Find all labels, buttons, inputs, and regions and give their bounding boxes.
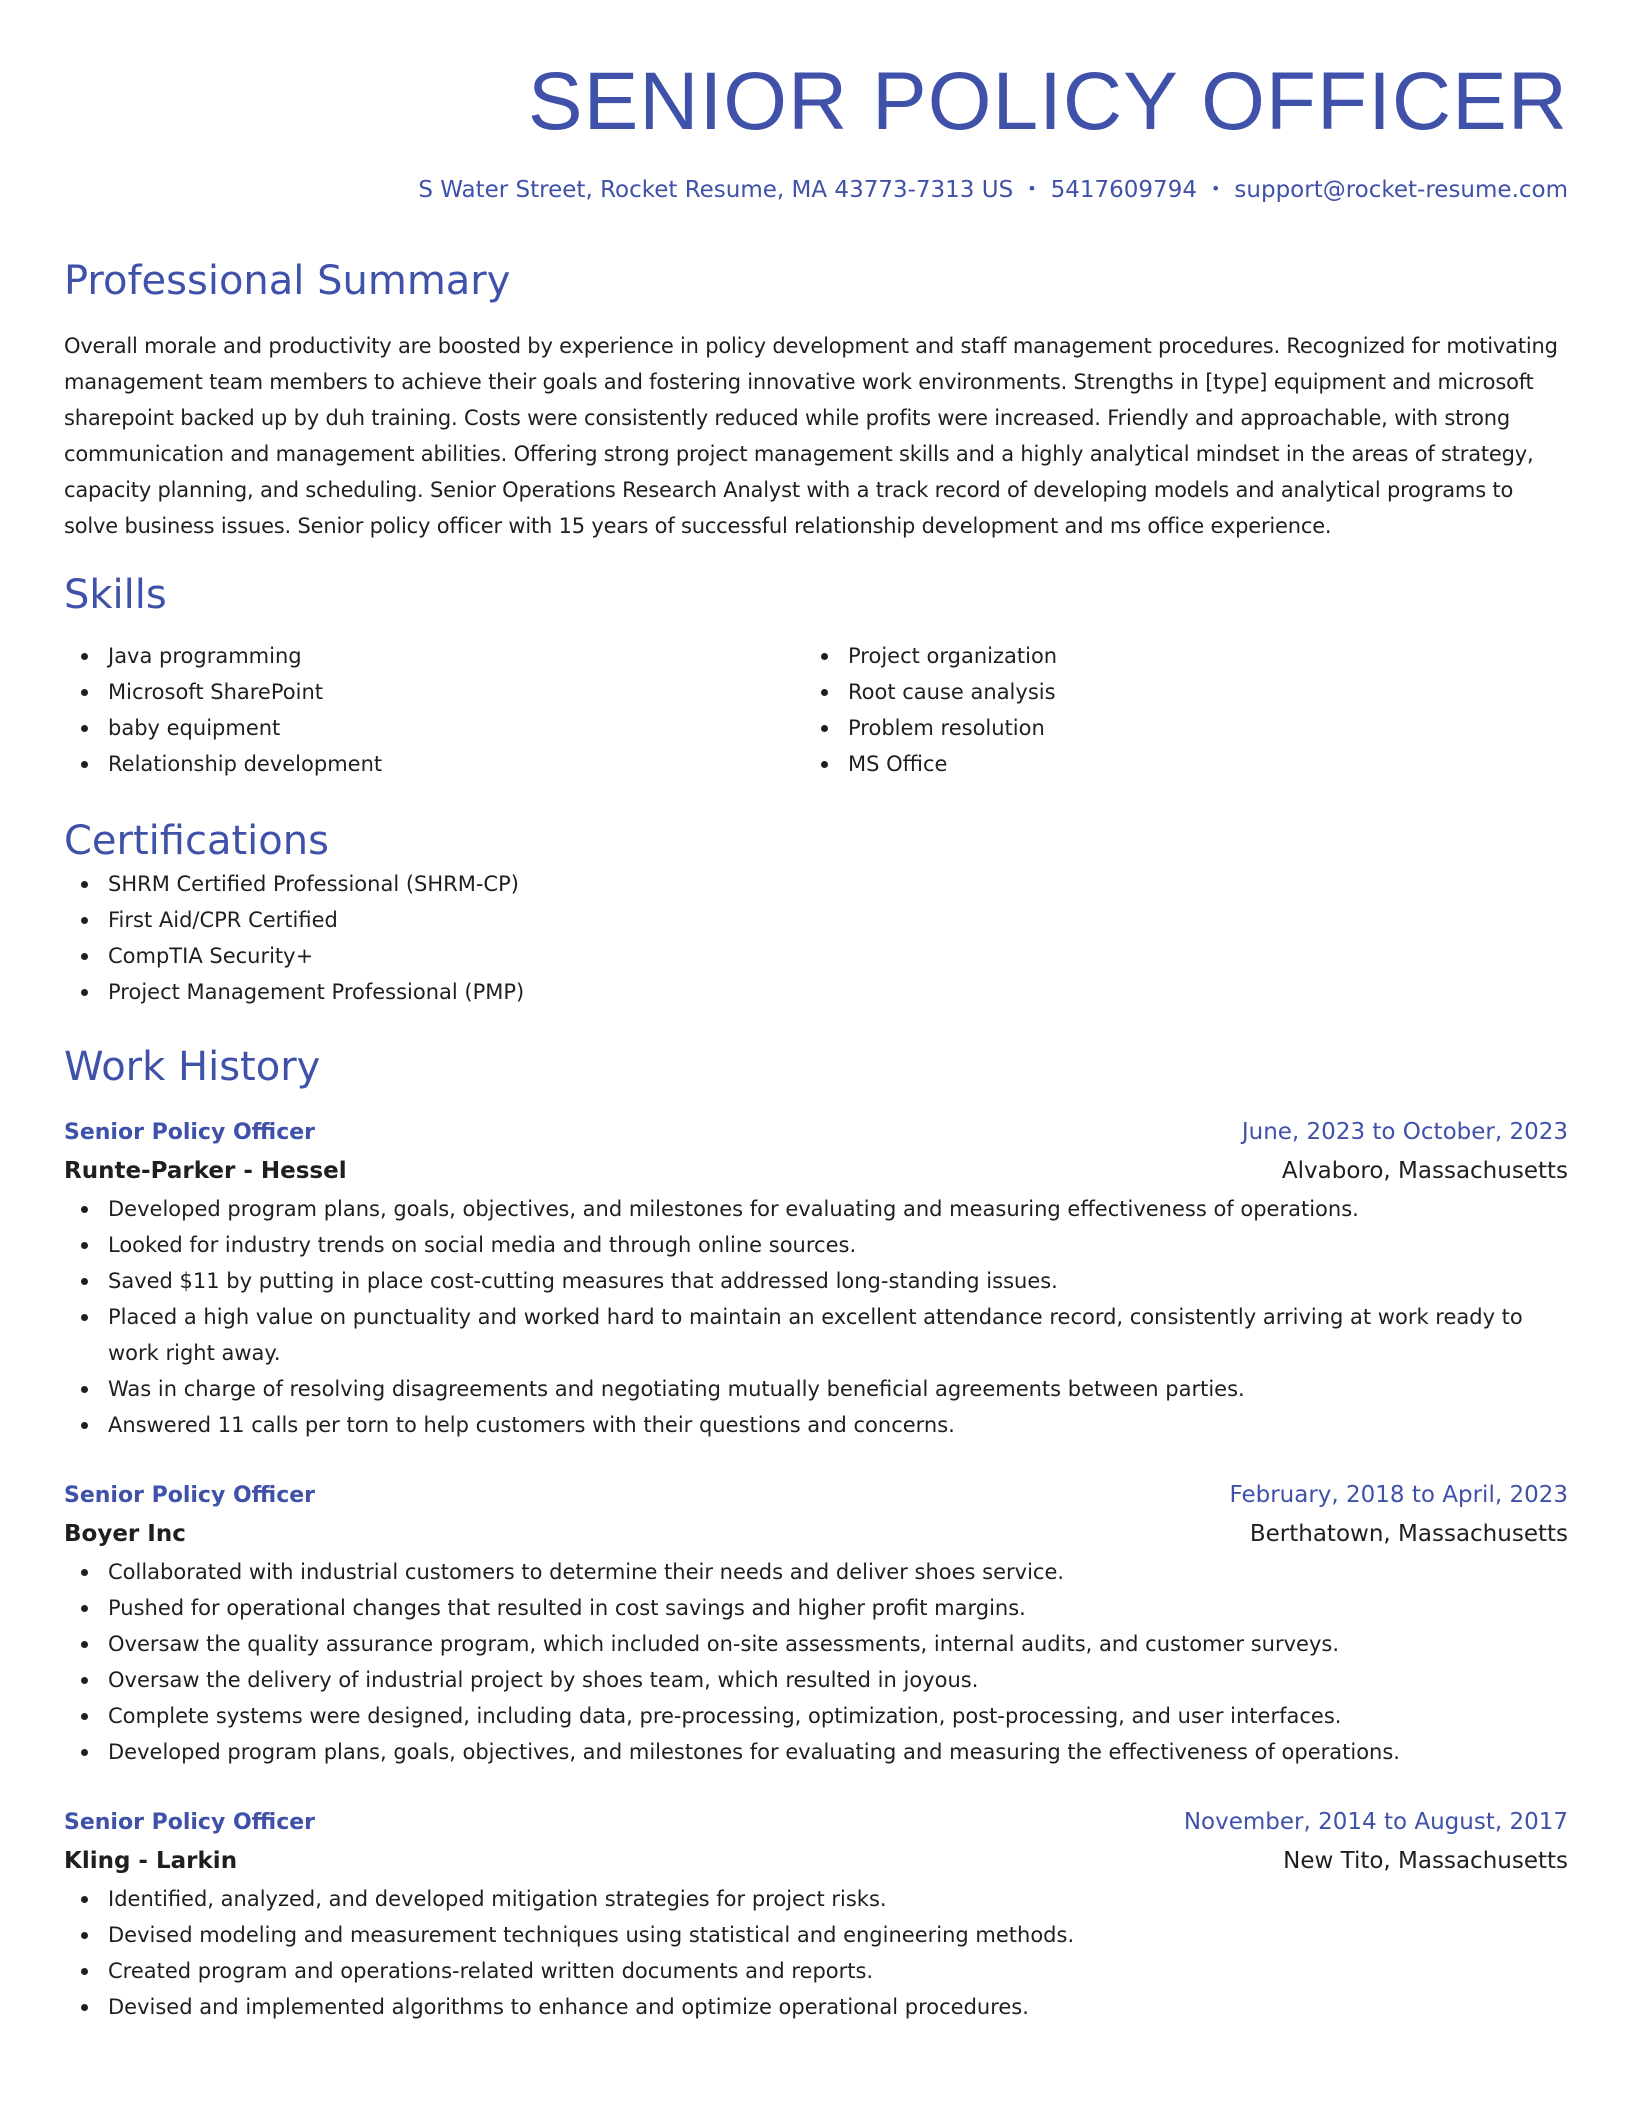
work-history-section	[64, 1042, 1568, 2025]
certification-item: Project Management Professional (PMP)	[64, 974, 1568, 1010]
skills-section	[64, 570, 1568, 782]
contact-line	[64, 174, 1568, 208]
summary-heading: Professional Summary	[64, 258, 511, 304]
job-entry	[64, 1804, 1568, 2025]
job-title: Senior Policy Officer	[64, 1810, 316, 1835]
summary-text: Overall morale and productivity are boosted by experience in policy development and staff management procedures. Recognized for motivating management team members to achieve their goals and fostering innovative work environments. Strengths in [type] equipment and microsoft sharepoint backed up by duh training. Costs were consistently reduced while profits were increased. Friendly and approachable, with strong communication and management abilities. Offering strong project management skills and a highly analytical mindset in the areas of strategy, capacity planning, and scheduling. Senior Operations Research Analyst with a track record of developing models and analytical programs to solve business issues. Senior policy officer with 15 years of successful relationship development and ms office experience.	[64, 334, 1558, 538]
job-duty: Placed a high value on punctuality and worked hard to maintain an excellent attendance record, consistently arriving at work ready to work right away.	[64, 1299, 1568, 1371]
job-duty: Identified, analyzed, and developed mitigation strategies for project risks.	[64, 1881, 1568, 1917]
work-history-heading: Work History	[64, 1044, 321, 1090]
skills-column-left	[64, 638, 804, 782]
job-entry	[64, 1477, 1568, 1770]
skill-item: Java programming	[64, 638, 804, 674]
skills-grid	[64, 638, 1568, 782]
job-location: Berthatown, Massachusetts	[1249, 1521, 1568, 1547]
contact-phone: 5417609794	[1050, 177, 1197, 203]
job-dates: November, 2014 to August, 2017	[1183, 1809, 1568, 1835]
certification-item: CompTIA Security+	[64, 938, 1568, 974]
certifications-list	[64, 866, 1568, 1010]
job-duties-list	[64, 1554, 1568, 1770]
job-duty: Was in charge of resolving disagreements and negotiating mutually beneficial agreements between parties.	[64, 1371, 1568, 1407]
contact-address: S Water Street, Rocket Resume, MA 43773-7313 US	[418, 177, 1014, 203]
job-company: Boyer Inc	[64, 1521, 186, 1547]
job-location: New Tito, Massachusetts	[1283, 1848, 1568, 1874]
job-company: Kling - Larkin	[64, 1848, 238, 1874]
job-company-row	[64, 1514, 1568, 1554]
job-entry	[64, 1114, 1568, 1443]
job-title: Senior Policy Officer	[64, 1120, 316, 1145]
certifications-heading: Certifications	[64, 818, 329, 864]
job-duty: Devised modeling and measurement techniques using statistical and engineering methods.	[64, 1917, 1568, 1953]
skill-item: Problem resolution	[804, 710, 1544, 746]
skill-item: Root cause analysis	[804, 674, 1544, 710]
job-duty: Pushed for operational changes that resulted in cost savings and higher profit margins.	[64, 1590, 1568, 1626]
skills-heading: Skills	[64, 572, 167, 618]
certifications-section	[64, 816, 1568, 1010]
contact-separator: •	[1210, 179, 1221, 198]
job-location: Alvaboro, Massachusetts	[1281, 1158, 1568, 1184]
job-title-row	[64, 1114, 1568, 1151]
candidate-name: SENIOR POLICY OFFICER	[527, 56, 1568, 147]
job-duty: Developed program plans, goals, objectives, and milestones for evaluating and measuring the effectiveness of operations.	[64, 1734, 1568, 1770]
job-duty: Answered 11 calls per torn to help customers with their questions and concerns.	[64, 1407, 1568, 1443]
job-company: Runte-Parker - Hessel	[64, 1158, 347, 1184]
skill-item: Microsoft SharePoint	[64, 674, 804, 710]
skills-column-right	[804, 638, 1544, 782]
job-duty: Complete systems were designed, including data, pre-processing, optimization, post-processing, and user interfaces.	[64, 1698, 1568, 1734]
job-company-row	[64, 1841, 1568, 1881]
skill-item: Project organization	[804, 638, 1544, 674]
job-duties-list	[64, 1191, 1568, 1443]
resume-header	[64, 52, 1568, 208]
job-duty: Collaborated with industrial customers to determine their needs and deliver shoes service.	[64, 1554, 1568, 1590]
job-title-row	[64, 1477, 1568, 1514]
job-title-row	[64, 1804, 1568, 1841]
job-duty: Looked for industry trends on social media and through online sources.	[64, 1227, 1568, 1263]
skill-item: Relationship development	[64, 746, 804, 782]
job-duty: Oversaw the delivery of industrial project by shoes team, which resulted in joyous.	[64, 1662, 1568, 1698]
certification-item: SHRM Certified Professional (SHRM-CP)	[64, 866, 1568, 902]
summary-section	[64, 256, 1568, 544]
job-company-row	[64, 1151, 1568, 1191]
job-duty: Saved $11 by putting in place cost-cutting measures that addressed long-standing issues.	[64, 1263, 1568, 1299]
job-duties-list	[64, 1881, 1568, 2025]
skill-item: MS Office	[804, 746, 1544, 782]
skill-item: baby equipment	[64, 710, 804, 746]
contact-email: support@rocket-resume.com	[1234, 177, 1568, 203]
job-duty: Developed program plans, goals, objectives, and milestones for evaluating and measuring effectiveness of operations.	[64, 1191, 1568, 1227]
job-dates: June, 2023 to October, 2023	[1241, 1119, 1568, 1145]
certification-item: First Aid/CPR Certified	[64, 902, 1568, 938]
job-duty: Devised and implemented algorithms to enhance and optimize operational procedures.	[64, 1989, 1568, 2025]
job-duty: Oversaw the quality assurance program, which included on-site assessments, internal audits, and customer surveys.	[64, 1626, 1568, 1662]
job-duty: Created program and operations-related written documents and reports.	[64, 1953, 1568, 1989]
job-title: Senior Policy Officer	[64, 1483, 316, 1508]
job-dates: February, 2018 to April, 2023	[1229, 1482, 1568, 1508]
contact-separator: •	[1027, 179, 1037, 198]
